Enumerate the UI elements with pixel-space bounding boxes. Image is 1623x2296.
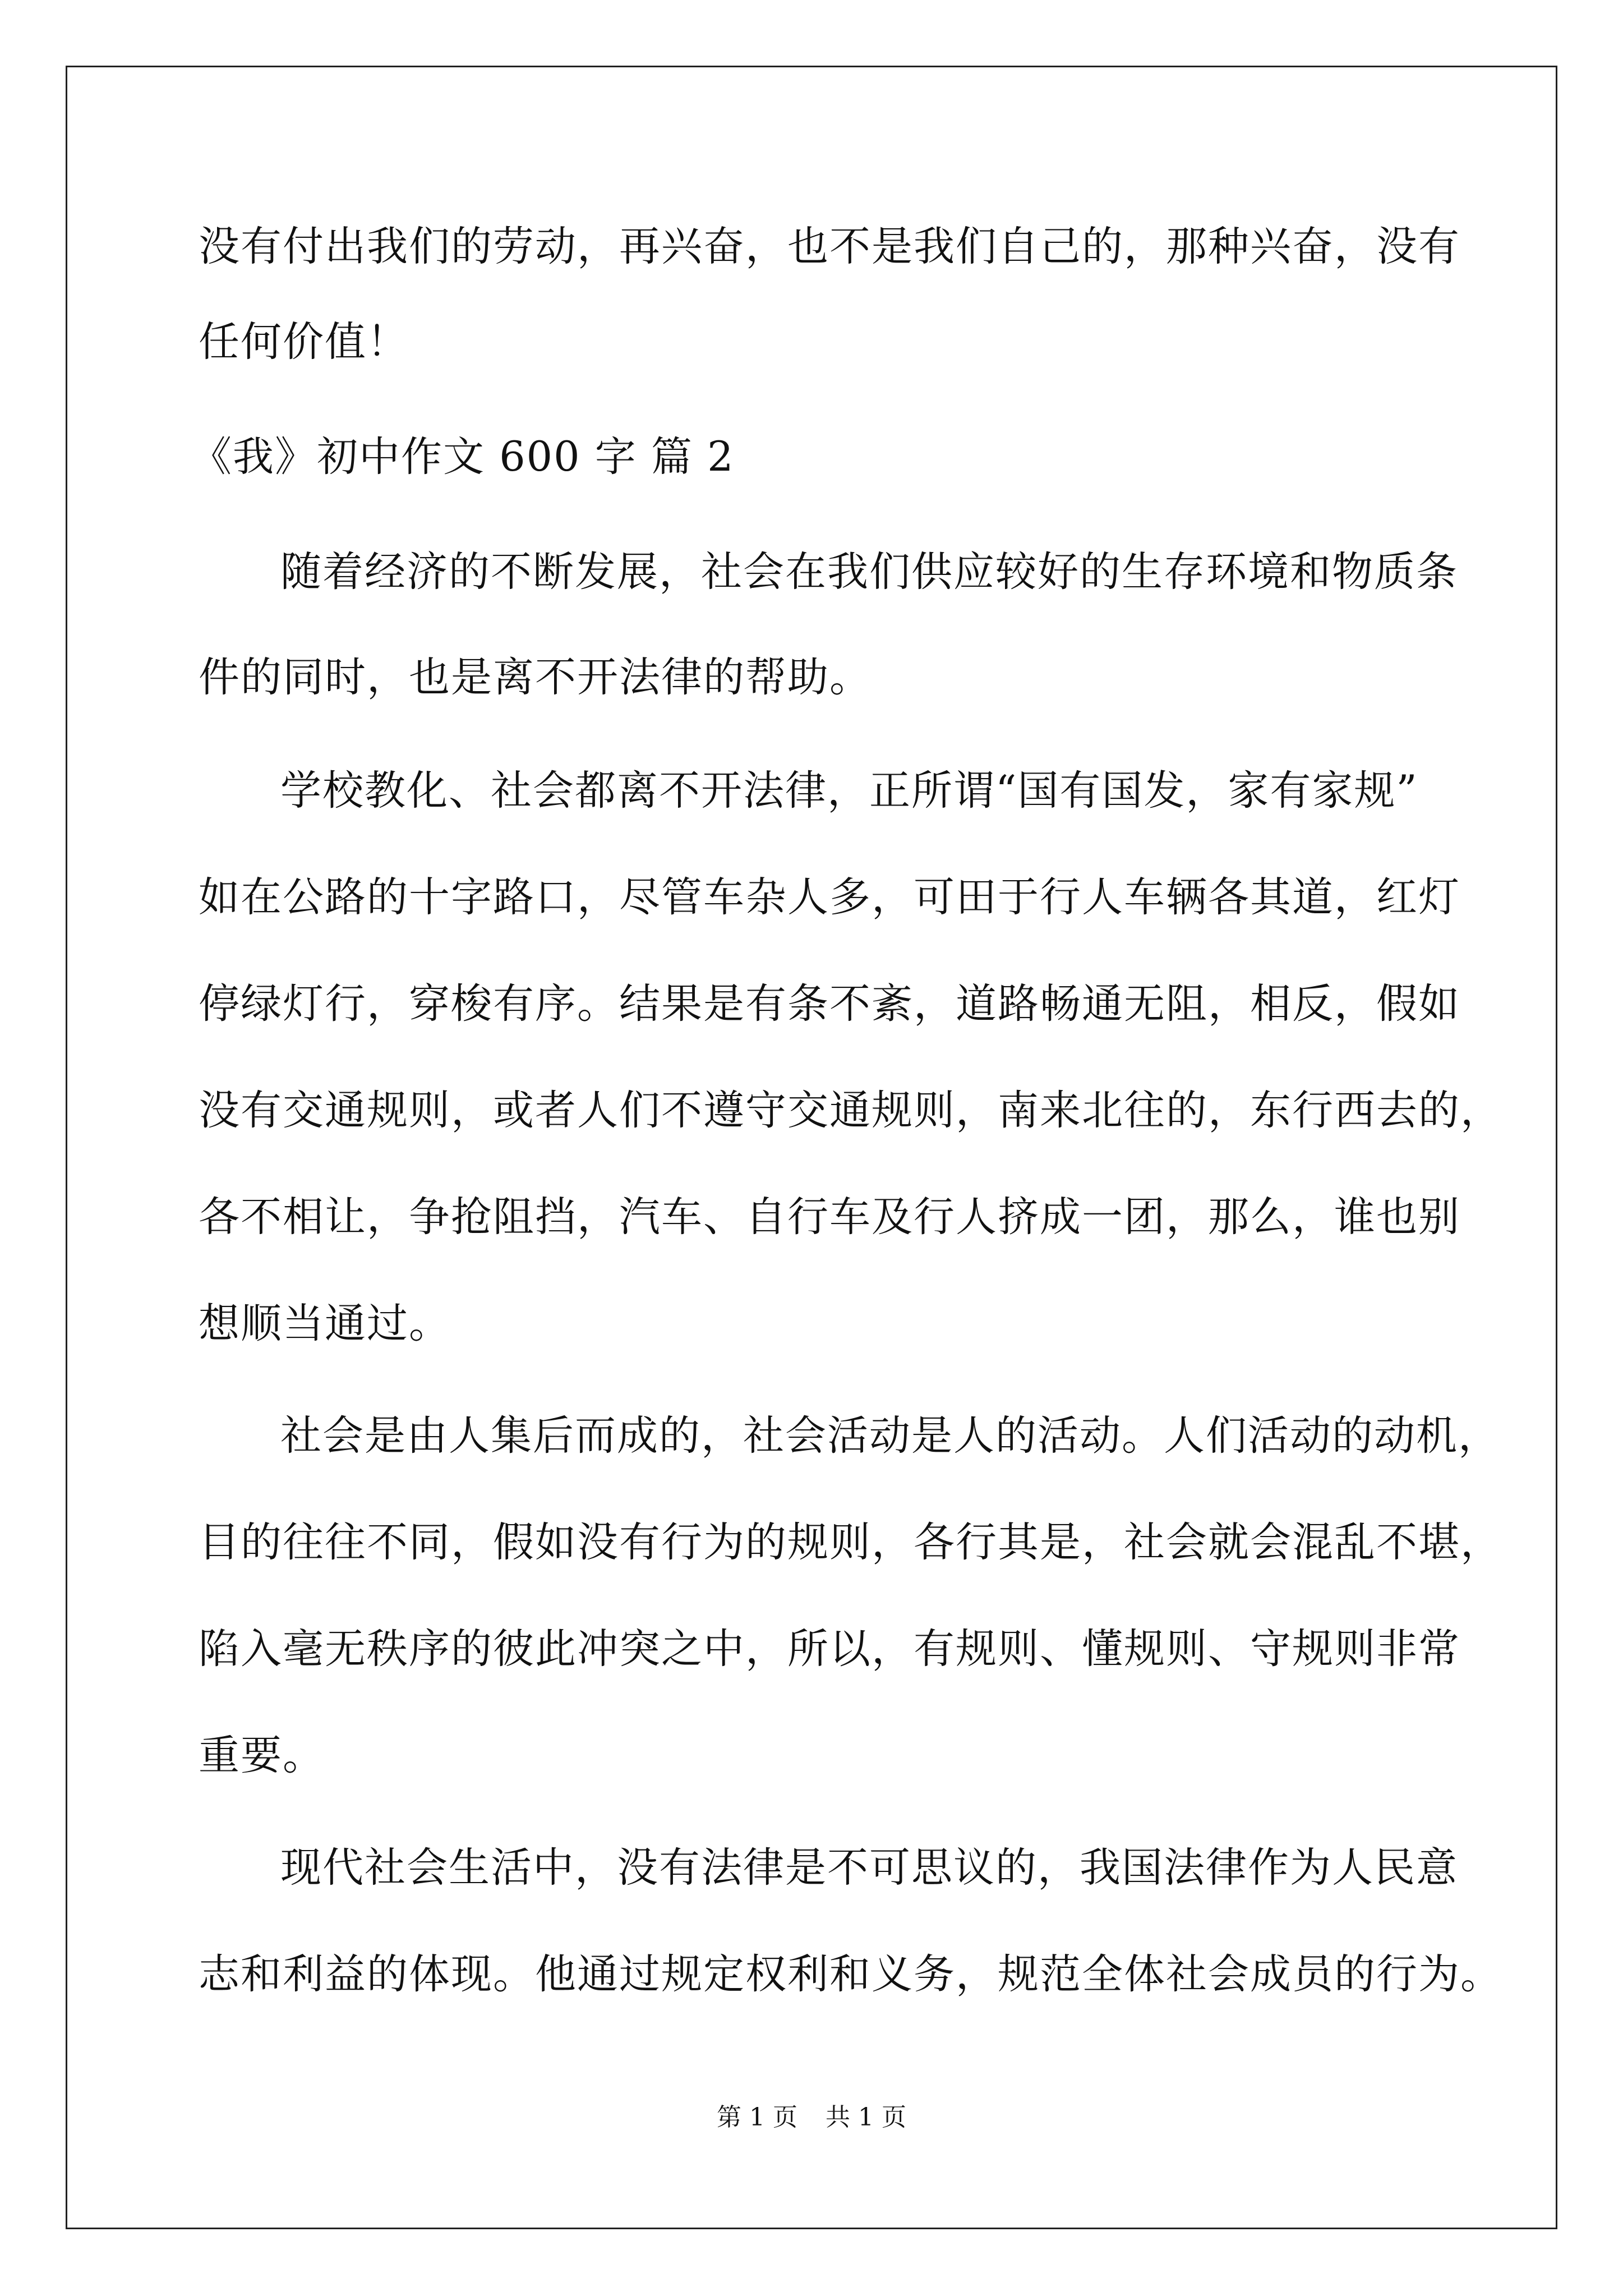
section-heading: 《我》初中作文 600 字 篇 2 <box>191 433 735 481</box>
page-footer <box>0 2101 1623 2134</box>
text-line: 重要。 <box>199 1732 325 1779</box>
text-line: 停绿灯行，穿梭有序。结果是有条不紊，道路畅通无阻，相反，假如 <box>199 980 1460 1028</box>
text-line: 任何价值！ <box>199 318 409 366</box>
text-line: 学校教化、社会都离不开法律，正所谓“国有国发，家有家规” <box>280 767 1418 815</box>
text-line: 想顺当通过。 <box>199 1300 451 1347</box>
page-number: 第 1 页 <box>717 2103 797 2132</box>
text-line: 现代社会生活中，没有法律是不可思议的，我国法律作为人民意 <box>280 1844 1458 1892</box>
text-line: 志和利益的体现。他通过规定权利和义务，规范全体社会成员的行为。 <box>199 1950 1502 1998</box>
text-line: 陷入毫无秩序的彼此冲突之中，所以，有规则、懂规则、守规则非常 <box>199 1625 1460 1673</box>
text-line: 随着经济的不断发展，社会在我们供应较好的生存环境和物质条 <box>280 548 1458 596</box>
text-line: 没有付出我们的劳动，再兴奋，也不是我们自己的，那种兴奋，没有 <box>199 223 1460 270</box>
page-total: 共 1 页 <box>826 2103 906 2132</box>
page-frame <box>66 66 1557 2229</box>
text-line: 如在公路的十字路口，尽管车杂人多，可田于行人车辆各其道，红灯 <box>199 873 1460 921</box>
text-line: 各不相让，争抢阻挡，汽车、自行车及行人挤成一团，那么，谁也别 <box>199 1193 1460 1241</box>
text-line: 社会是由人集后而成的，社会活动是人的活动。人们活动的动机， <box>280 1412 1500 1460</box>
text-line: 目的往往不同，假如没有行为的规则，各行其是，社会就会混乱不堪， <box>199 1519 1502 1566</box>
text-line: 件的同时，也是离不开法律的帮助。 <box>199 654 872 701</box>
text-line: 没有交通规则，或者人们不遵守交通规则，南来北往的，东行西去的， <box>199 1087 1502 1134</box>
